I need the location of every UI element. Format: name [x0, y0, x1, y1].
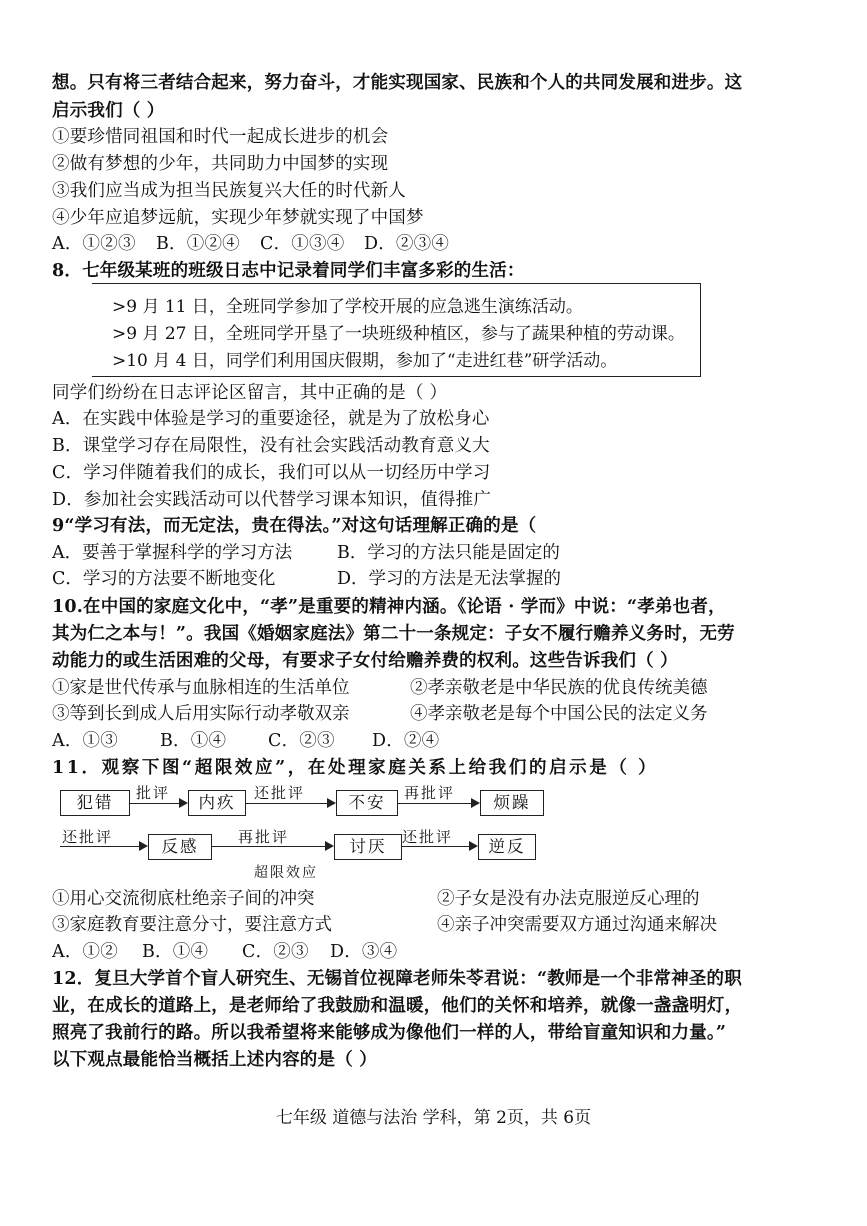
box-dislike: 讨厌 — [334, 834, 402, 860]
q7-answers — [52, 231, 449, 257]
box-guilt: 内疚 — [188, 790, 246, 816]
q9-option-b: B．学习的方法只能是固定的 — [337, 543, 560, 563]
q7-answer-b: B．①②④ — [156, 234, 240, 254]
q8-option-a: A．在实践中体验是学习的重要途径，就是为了放松身心 — [52, 409, 490, 429]
arrow-1 — [130, 803, 186, 804]
q10-option-4: ④孝亲敬老是每个中国公民的法定义务 — [410, 704, 708, 724]
log-entry-2: >9 月 27 日，全班同学开垦了一块班级种植区，参与了蔬果种植的劳动课。 — [112, 324, 685, 344]
q12-stem-line2: 业，在成长的道路上，是老师给了我鼓励和温暖，他们的关怀和培养，就像一盏盏明灯， — [52, 996, 743, 1016]
q7-answer-d: D．②③④ — [364, 234, 450, 254]
q11-answer-c: C．②③ — [242, 942, 309, 962]
q10-option-3: ③等到长到成人后用实际行动孝敬双亲 — [52, 704, 350, 724]
q10-option-1: ①家是世代传承与血脉相连的生活单位 — [52, 678, 350, 698]
q8-stem: 8．七年级某班的班级日志中记录着同学们丰富多彩的生活： — [52, 261, 525, 281]
q11-answer-b: B．①④ — [142, 942, 209, 962]
box-resentment: 反感 — [148, 834, 212, 860]
q10-stem-line1: 10.在中国的家庭文化中，“孝”是重要的精神内涵。《论语 · 学而》中说：“孝弟也者， — [52, 597, 726, 617]
label-criticize-more-2: 再批评 — [238, 828, 290, 846]
q7-option-1: ①要珍惜同祖国和时代一起成长进步的机会 — [52, 127, 389, 147]
arrow-2 — [246, 803, 334, 804]
label-criticize-more-1: 再批评 — [404, 784, 456, 802]
q11-option-1: ①用心交流彻底杜绝亲子间的冲突 — [52, 889, 315, 909]
overlimit-effect-diagram — [58, 782, 548, 882]
label-criticize-again-1: 还批评 — [254, 784, 306, 802]
q10-option-2: ②孝亲敬老是中华民族的优良传统美德 — [410, 678, 708, 698]
q9-option-a: A．要善于掌握科学的学习方法 — [52, 543, 293, 563]
log-entry-3: >10 月 4 日，同学们利用国庆假期，参加了“走进红巷”研学活动。 — [112, 351, 618, 371]
q8-option-b: B．课堂学习存在局限性，没有社会实践活动教育意义大 — [52, 436, 490, 456]
q9-option-c: C．学习的方法要不断地变化 — [52, 569, 276, 589]
q11-option-3: ③家庭教育要注意分寸，要注意方式 — [52, 915, 332, 935]
q8-option-c: C．学习伴随着我们的成长，我们可以从一切经历中学习 — [52, 463, 491, 483]
q10-answer-c: C．②③ — [268, 731, 335, 751]
box-uneasy: 不安 — [336, 790, 398, 816]
q11-answer-a: A．①② — [52, 942, 118, 962]
q8-option-d: D．参加社会实践活动可以代替学习课本知识，值得推广 — [52, 490, 492, 510]
arrow-4 — [60, 846, 146, 847]
box-irritable: 烦躁 — [480, 790, 544, 816]
label-criticize-again-2: 还批评 — [402, 828, 454, 846]
q7-answer-c: C．①③④ — [260, 234, 345, 254]
page-footer: 七年级 道德与法治 学科，第 2页，共 6页 — [275, 1108, 592, 1128]
q9-option-d: D．学习的方法是无法掌握的 — [337, 569, 562, 589]
q11-stem: 11．观察下图“超限效应”，在处理家庭关系上给我们的启示是（ ） — [52, 758, 659, 778]
diagram-caption: 超限效应 — [254, 865, 318, 881]
q10-answer-d: D．②④ — [372, 731, 440, 751]
q10-answer-a: A．①③ — [52, 731, 118, 751]
q10-stem-line2: 其为仁之本与！”。我国《婚姻家庭法》第二十一条规定：子女不履行赡养义务时，无劳 — [52, 624, 735, 644]
q7-option-4: ④少年应追梦远航，实现少年梦就实现了中国梦 — [52, 208, 424, 228]
q7-stem-line2: 启示我们（ ） — [52, 101, 165, 121]
q7-option-3: ③我们应当成为担当民族复兴大任的时代新人 — [52, 181, 406, 201]
box-rebellion: 逆反 — [478, 834, 536, 860]
arrow-3 — [398, 803, 478, 804]
log-entry-1: >9 月 11 日，全班同学参加了学校开展的应急逃生演练活动。 — [112, 297, 583, 317]
q7-stem-line1: 想。只有将三者结合起来，努力奋斗，才能实现国家、民族和个人的共同发展和进步。这 — [52, 73, 743, 93]
q10-answer-b: B．①④ — [160, 731, 227, 751]
q10-stem-line3: 动能力的或生活困难的父母，有要求子女付给赡养费的权利。这些告诉我们（ ） — [52, 651, 678, 671]
q11-answers — [52, 939, 397, 965]
q9-stem: 9“学习有法，而无定法，贵在得法。”对这句话理解正确的是（ — [52, 516, 537, 536]
q7-answer-a: A．①②③ — [52, 234, 136, 254]
box-mistake: 犯错 — [60, 790, 130, 816]
label-criticize-again-start: 还批评 — [62, 828, 114, 846]
class-log-box — [92, 283, 701, 377]
q11-option-2: ②子女是没有办法克服逆反心理的 — [437, 889, 700, 909]
q11-answer-d: D．③④ — [330, 942, 398, 962]
label-criticize-1: 批评 — [136, 784, 171, 802]
q12-stem-line1: 12．复旦大学首个盲人研究生、无锡首位视障老师朱苓君说：“教师是一个非常神圣的职 — [52, 969, 742, 989]
q12-stem-line3: 照亮了我前行的路。所以我希望将来能够成为像他们一样的人，带给盲童知识和力量。” — [52, 1023, 727, 1043]
q12-stem-line4: 以下观点最能恰当概括上述内容的是（ ） — [52, 1050, 377, 1070]
q8-question: 同学们纷纷在日志评论区留言，其中正确的是（ ） — [52, 383, 448, 403]
q10-answers — [52, 728, 439, 754]
q11-option-4: ④亲子冲突需要双方通过沟通来解决 — [437, 915, 717, 935]
q7-option-2: ②做有梦想的少年，共同助力中国梦的实现 — [52, 154, 389, 174]
